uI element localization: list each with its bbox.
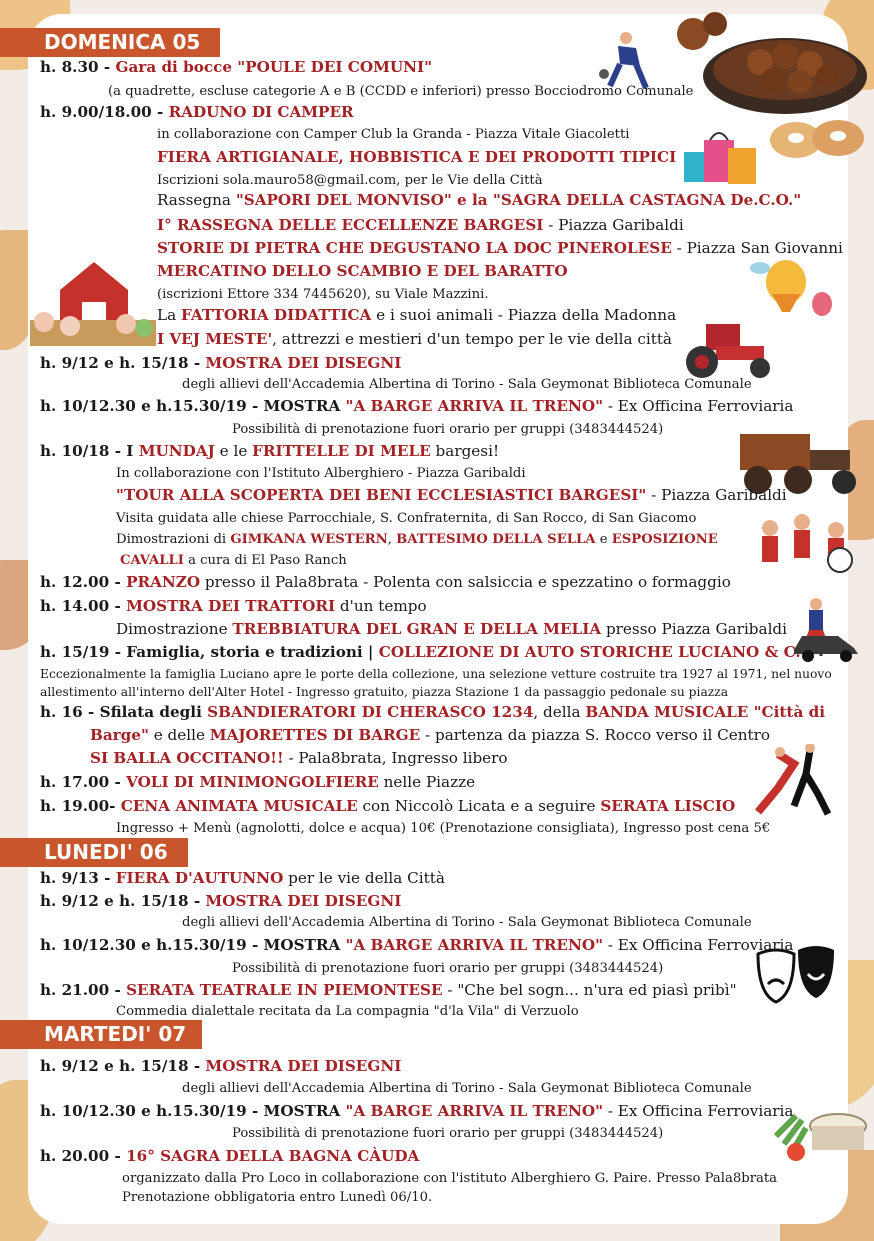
event-line: h. 16 - Sfilata degli SBANDIERATORI DI CHERASCO 1234, della BANDA MUSICALE "Città di xyxy=(40,703,825,721)
event-line: In collaborazione con l'Istituto Alberghiero - Piazza Garibaldi xyxy=(116,466,526,481)
event-line: h. 15/19 - Famiglia, storia e tradizioni | COLLEZIONE DI AUTO STORICHE LUCIANO & C. xyxy=(40,643,801,661)
event-line: MERCATINO DELLO SCAMBIO E DEL BARATTO xyxy=(157,262,568,280)
event-line: I° RASSEGNA DELLE ECCELLENZE BARGESI - Piazza Garibaldi xyxy=(157,216,684,234)
event-line: FIERA ARTIGIANALE, HOBBISTICA E DEI PRODOTTI TIPICI xyxy=(157,148,677,166)
event-line: Dimostrazione TREBBIATURA DEL GRAN E DELLA MELIA presso Piazza Garibaldi xyxy=(116,620,788,638)
day-header-sunday: DOMENICA 05 xyxy=(0,28,220,57)
event-line: Prenotazione obbligatoria entro Lunedì 06/10. xyxy=(122,1190,433,1205)
event-line: h. 9/12 e h. 15/18 - MOSTRA DEI DISEGNI xyxy=(40,354,402,372)
event-line: in collaborazione con Camper Club la Granda - Piazza Vitale Giacoletti xyxy=(157,127,630,142)
event-line: h. 10/12.30 e h.15.30/19 - MOSTRA "A BARGE ARRIVA IL TRENO" - Ex Officina Ferroviaria xyxy=(40,1102,794,1120)
event-line: "TOUR ALLA SCOPERTA DEI BENI ECCLESIASTICI BARGESI" - Piazza Garibaldi xyxy=(116,486,787,504)
day-header-monday: LUNEDI' 06 xyxy=(0,838,188,867)
event-line: h. 12.00 - PRANZO presso il Pala8brata - Polenta con salsiccia e spezzatino o formaggio xyxy=(40,573,731,591)
event-line: La FATTORIA DIDATTICA e i suoi animali - Piazza della Madonna xyxy=(157,306,677,324)
event-line: h. 10/12.30 e h.15.30/19 - MOSTRA "A BARGE ARRIVA IL TRENO" - Ex Officina Ferroviaria xyxy=(40,936,794,954)
event-line: h. 19.00- CENA ANIMATA MUSICALE con Niccolò Licata e a seguire SERATA LISCIO xyxy=(40,797,736,815)
event-line: h. 20.00 - 16° SAGRA DELLA BAGNA CÀUDA xyxy=(40,1147,420,1165)
event-line: degli allievi dell'Accademia Albertina di Torino - Sala Geymonat Biblioteca Comunale xyxy=(182,1081,752,1096)
event-line: h. 10/18 - I MUNDAJ e le FRITTELLE DI MELE bargesi! xyxy=(40,442,500,460)
event-line: allestimento all'interno dell'Alter Hotel - Ingresso gratuito, piazza Stazione 1 da passaggio pedonale su piazza xyxy=(40,685,729,699)
event-line: h. 9/12 e h. 15/18 - MOSTRA DEI DISEGNI xyxy=(40,1057,402,1075)
event-line: Commedia dialettale recitata da La compagnia "d'la Vila" di Verzuolo xyxy=(116,1004,579,1019)
event-line: CAVALLI a cura di El Paso Ranch xyxy=(120,553,347,568)
event-line: SI BALLA OCCITANO!! - Pala8brata, Ingresso libero xyxy=(90,749,508,767)
event-line: Iscrizioni sola.mauro58@gmail.com, per le Vie della Città xyxy=(157,173,543,188)
event-line: h. 9/13 - FIERA D'AUTUNNO per le vie della Città xyxy=(40,869,445,887)
event-line: (iscrizioni Ettore 334 7445620), su Viale Mazzini. xyxy=(157,287,489,302)
event-line: Eccezionalmente la famiglia Luciano apre le porte della collezione, una selezione vetture costruite tra 1927 al 1971, nel nuovo xyxy=(40,667,832,681)
event-line: h. 17.00 - VOLI DI MINIMONGOLFIERE nelle Piazze xyxy=(40,773,476,791)
event-line: degli allievi dell'Accademia Albertina di Torino - Sala Geymonat Biblioteca Comunale xyxy=(182,915,752,930)
event-line: h. 8.30 - Gara di bocce "POULE DEI COMUNI" xyxy=(40,58,433,76)
event-line: I VEJ MESTE', attrezzi e mestieri d'un tempo per le vie della città xyxy=(157,330,672,348)
event-line: degli allievi dell'Accademia Albertina di Torino - Sala Geymonat Biblioteca Comunale xyxy=(182,377,752,392)
day-header-tuesday: MARTEDI' 07 xyxy=(0,1020,202,1049)
event-line: h. 9/12 e h. 15/18 - MOSTRA DEI DISEGNI xyxy=(40,892,402,910)
event-line: h. 21.00 - SERATA TEATRALE IN PIEMONTESE - "Che bel sogn... n'ura ed piasì pribì" xyxy=(40,981,737,999)
event-line: organizzato dalla Pro Loco in collaborazione con l'istituto Alberghiero G. Paire. Presso Pala8brata xyxy=(122,1171,778,1186)
event-line: Dimostrazioni di GIMKANA WESTERN, BATTESIMO DELLA SELLA e ESPOSIZIONE xyxy=(116,532,718,547)
event-line: Possibilità di prenotazione fuori orario per gruppi (3483444524) xyxy=(232,961,664,976)
event-line: Rassegna "SAPORI DEL MONVISO" e la "SAGRA DELLA CASTAGNA De.C.O." xyxy=(157,191,802,209)
event-line: Visita guidata alle chiese Parrocchiale, S. Confraternita, di San Rocco, di San Giacomo xyxy=(116,511,697,526)
event-line: Ingresso + Menù (agnolotti, dolce e acqua) 10€ (Prenotazione consigliata), Ingresso post cena 5€ xyxy=(116,821,771,836)
event-line: (a quadrette, escluse categorie A e B (CCDD e inferiori) presso Bocciodromo Comunale xyxy=(108,84,694,99)
event-line: h. 14.00 - MOSTRA DEI TRATTORI d'un tempo xyxy=(40,597,427,615)
event-line: STORIE DI PIETRA CHE DEGUSTANO LA DOC PINEROLESE - Piazza San Giovanni xyxy=(157,239,843,257)
event-line: Barge" e delle MAJORETTES DI BARGE - partenza da piazza S. Rocco verso il Centro xyxy=(90,726,771,744)
event-line: Possibilità di prenotazione fuori orario per gruppi (3483444524) xyxy=(232,1126,664,1141)
event-line: h. 9.00/18.00 - RADUNO DI CAMPER xyxy=(40,103,354,121)
event-line: Possibilità di prenotazione fuori orario per gruppi (3483444524) xyxy=(232,422,664,437)
event-line: h. 10/12.30 e h.15.30/19 - MOSTRA "A BARGE ARRIVA IL TRENO" - Ex Officina Ferroviaria xyxy=(40,397,794,415)
